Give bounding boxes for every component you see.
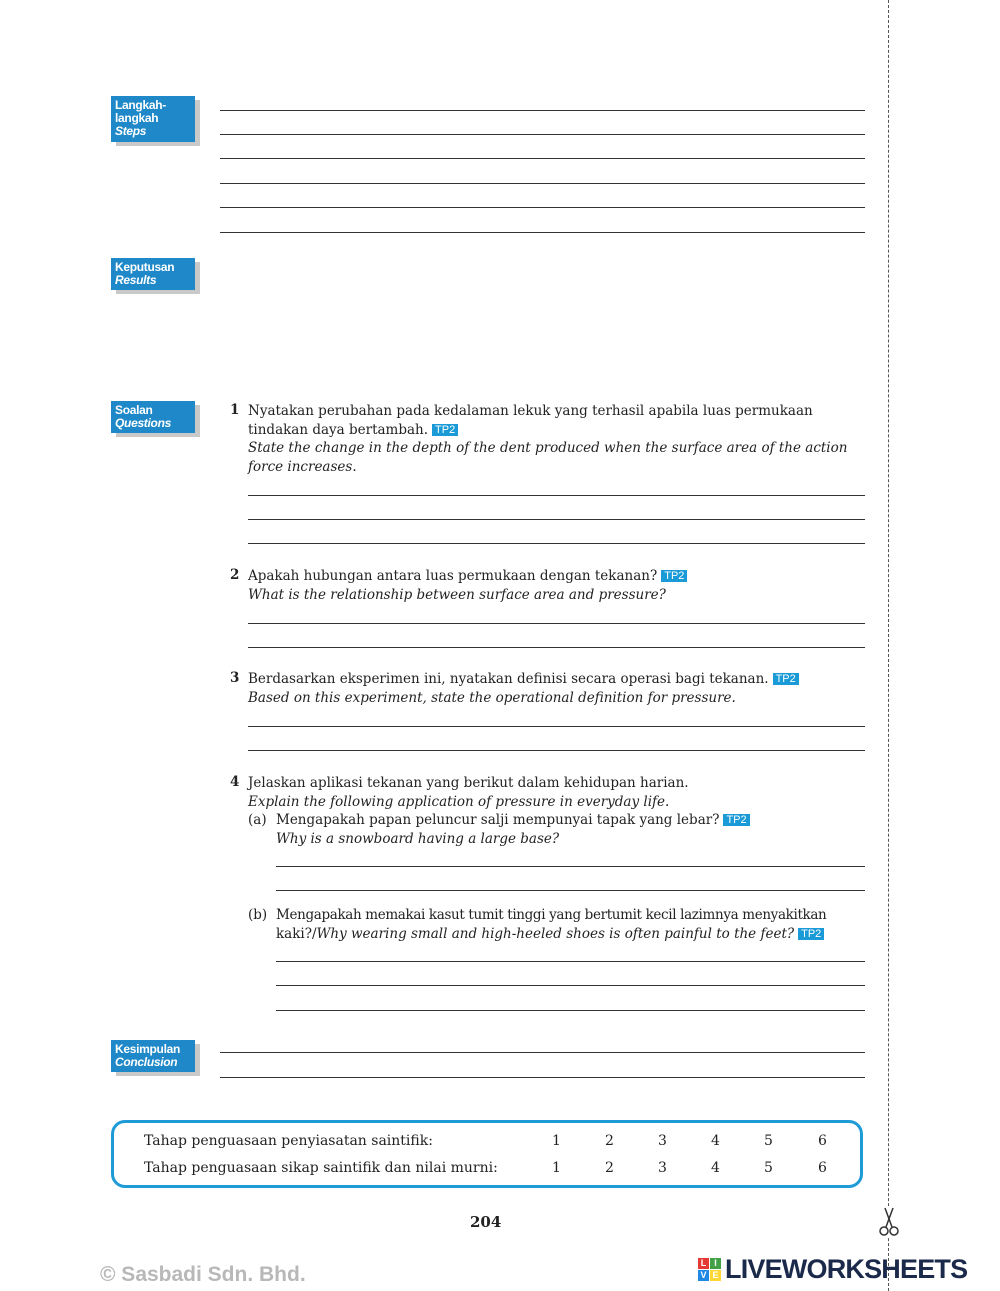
conclusion-label: Kesimpulan Conclusion [111, 1040, 195, 1072]
question-4b: Mengapakah memakai kasut tumit tinggi yang bertumit kecil lazimnya menyakitkan kaki?/Why wearing small and high-heeled shoes is often painful to the feet? TP2 [276, 907, 827, 942]
tp2-badge: TP2 [661, 570, 687, 582]
answer-line[interactable] [248, 750, 865, 751]
level-option[interactable]: 1 [552, 1160, 561, 1176]
question-number: 3 [230, 670, 240, 686]
question-4a-label: (a) [248, 812, 267, 828]
level-option[interactable]: 5 [764, 1133, 773, 1149]
page-number: 204 [470, 1213, 502, 1231]
answer-line[interactable] [248, 543, 865, 544]
cut-line [888, 0, 889, 1291]
logo-mark: L I V E [698, 1258, 722, 1282]
answer-line[interactable] [248, 519, 865, 520]
level-option[interactable]: 3 [658, 1160, 667, 1176]
question-4a: Mengapakah papan peluncur salji mempunyai tapak yang lebar? TP2 Why is a snowboard having a large base? [276, 811, 868, 848]
answer-line[interactable] [276, 985, 865, 986]
question-4b-label: (b) [248, 907, 268, 923]
assessment-box [111, 1120, 863, 1188]
tp2-badge: TP2 [432, 424, 458, 436]
level-option[interactable]: 4 [711, 1160, 720, 1176]
answer-line[interactable] [248, 647, 865, 648]
assessment-row-label: Tahap penguasaan sikap saintifik dan nilai murni: [144, 1160, 498, 1176]
level-option[interactable]: 5 [764, 1160, 773, 1176]
answer-line[interactable] [276, 1010, 865, 1011]
questions-label: Soalan Questions [111, 401, 195, 433]
level-option[interactable]: 2 [605, 1160, 614, 1176]
question-number: 1 [230, 402, 240, 418]
tp2-badge: TP2 [798, 928, 824, 940]
copyright: © Sasbadi Sdn. Bhd. [100, 1263, 306, 1286]
conclusion-answer-line[interactable] [220, 1077, 865, 1078]
question-number: 2 [230, 567, 240, 583]
question-1: Nyatakan perubahan pada kedalaman lekuk yang terhasil apabila luas permukaan tindakan daya bertambah. TP2 State the change in the depth of the dent produced when the surface area of the action force increases. [248, 403, 848, 475]
level-option[interactable]: 6 [818, 1133, 827, 1149]
question-4: Jelaskan aplikasi tekanan yang berikut dalam kehidupan harian. Explain the following application of pressure in everyday life. [248, 775, 689, 810]
level-option[interactable]: 3 [658, 1133, 667, 1149]
question-number: 4 [230, 774, 240, 790]
answer-line[interactable] [276, 866, 865, 867]
steps-answer-line[interactable] [220, 134, 865, 135]
question-3: Berdasarkan eksperimen ini, nyatakan definisi secara operasi bagi tekanan. TP2 Based on this experiment, state the operational definition for pressure. [248, 670, 868, 707]
answer-line[interactable] [276, 890, 865, 891]
steps-label: Langkah- langkah Steps [111, 96, 195, 142]
steps-answer-line[interactable] [220, 110, 865, 111]
answer-line[interactable] [248, 623, 865, 624]
conclusion-answer-line[interactable] [220, 1052, 865, 1053]
level-option[interactable]: 2 [605, 1133, 614, 1149]
level-option[interactable]: 6 [818, 1160, 827, 1176]
assessment-row-label: Tahap penguasaan penyiasatan saintifik: [144, 1133, 433, 1149]
results-label: Keputusan Results [111, 258, 195, 290]
steps-answer-line[interactable] [220, 183, 865, 184]
answer-line[interactable] [248, 726, 865, 727]
tp2-badge: TP2 [773, 673, 799, 685]
question-2: Apakah hubungan antara luas permukaan dengan tekanan? TP2 What is the relationship between surface area and pressure? [248, 567, 868, 604]
liveworksheets-logo [698, 1256, 994, 1286]
steps-answer-line[interactable] [220, 232, 865, 233]
level-option[interactable]: 1 [552, 1133, 561, 1149]
steps-answer-line[interactable] [220, 207, 865, 208]
answer-line[interactable] [248, 495, 865, 496]
answer-line[interactable] [276, 961, 865, 962]
scissors-icon [878, 1206, 900, 1238]
steps-answer-line[interactable] [220, 158, 865, 159]
logo-text: LIVEWORKSHEETS [725, 1254, 968, 1284]
level-option[interactable]: 4 [711, 1133, 720, 1149]
tp2-badge: TP2 [723, 814, 749, 826]
